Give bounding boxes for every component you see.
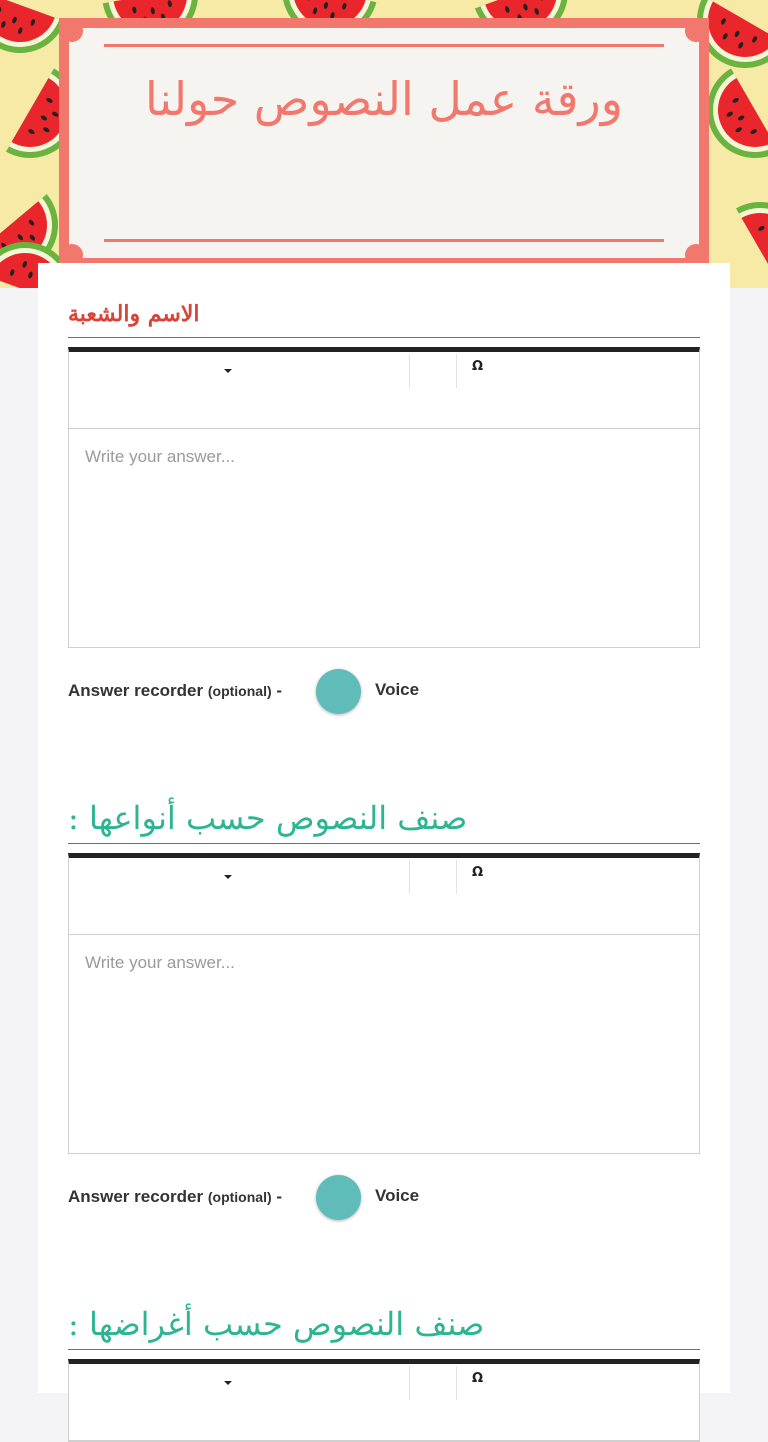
answer-editor [68, 347, 700, 648]
answer-editor [68, 853, 700, 1154]
recorder-dash: - [276, 1187, 283, 1206]
editor-toolbar [69, 858, 699, 935]
question-title: صنف النصوص حسب أغراضها : [68, 1297, 700, 1350]
recorder-optional: (optional) [207, 1189, 272, 1205]
title-card [59, 18, 709, 268]
recorder-dash: - [276, 681, 283, 700]
question-title: صنف النصوص حسب أنواعها : [68, 791, 700, 844]
format-dropdown-caret-icon[interactable] [224, 1381, 232, 1385]
answer-recorder [68, 668, 700, 716]
special-characters-button[interactable]: Ω [472, 865, 484, 880]
record-button[interactable] [316, 1175, 361, 1220]
voice-label: Voice [375, 680, 420, 699]
answer-editor [68, 1359, 700, 1442]
header-banner [0, 0, 768, 288]
question-title: الاسم والشعبة [68, 285, 700, 338]
recorder-optional: (optional) [207, 683, 272, 699]
answer-textarea[interactable]: Write your answer... [85, 447, 235, 466]
format-dropdown-caret-icon[interactable] [224, 875, 232, 879]
recorder-label: Answer recorder [68, 1187, 204, 1206]
worksheet [38, 263, 730, 1393]
editor-toolbar [69, 352, 699, 429]
answer-recorder [68, 1174, 700, 1222]
special-characters-button[interactable]: Ω [472, 359, 484, 374]
format-dropdown-caret-icon[interactable] [224, 369, 232, 373]
recorder-label: Answer recorder [68, 681, 204, 700]
voice-label: Voice [375, 1186, 420, 1205]
page-title: ورقة عمل النصوص حولنا [145, 72, 623, 126]
editor-toolbar [69, 1364, 699, 1441]
answer-textarea[interactable]: Write your answer... [85, 953, 235, 972]
record-button[interactable] [316, 669, 361, 714]
special-characters-button[interactable]: Ω [472, 1371, 484, 1386]
